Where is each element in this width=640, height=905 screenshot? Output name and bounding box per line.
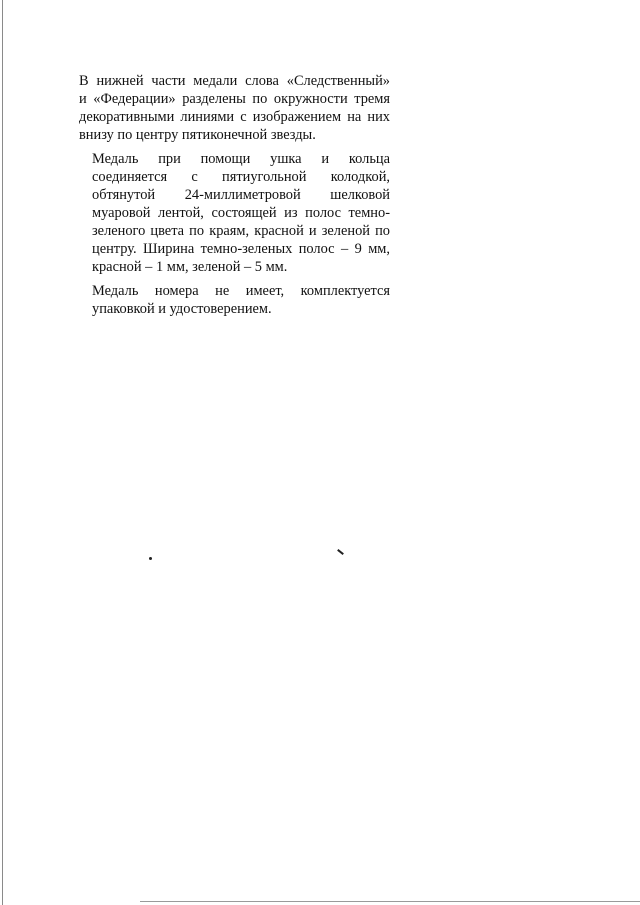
scan-edge-bottom	[140, 901, 640, 902]
text-line: зеленого цвета по краям, красной и зеленой по	[92, 223, 390, 239]
text-line: центру. Ширина темно-зеленых полос – 9 мм,	[92, 241, 390, 257]
text-line: упаковкой и удостоверением.	[92, 301, 272, 317]
scan-edge-left	[2, 0, 3, 905]
text-line: внизу по центру пятиконечной звезды.	[79, 127, 316, 143]
text-line: обтянутой 24-миллиметровой шелковой	[92, 187, 390, 203]
text-line: соединяется с пятиугольной колодкой,	[92, 169, 390, 185]
text-line: В нижней части медали слова «Следственный»	[79, 73, 390, 89]
text-line: Медаль при помощи ушка и кольца	[92, 151, 390, 167]
body-text	[79, 72, 390, 324]
text-line: Медаль номера не имеет, комплектуется	[92, 283, 390, 299]
paragraph-medal-inscription	[79, 72, 390, 144]
scan-speck	[337, 549, 344, 555]
text-line: и «Федерации» разделены по окружности тремя	[79, 91, 390, 107]
paragraph-medal-ribbon	[79, 150, 390, 276]
text-line: муаровой лентой, состоящей из полос темно-	[92, 205, 390, 221]
text-line: декоративными линиями с изображением на них	[79, 109, 390, 125]
text-line: красной – 1 мм, зеленой – 5 мм.	[92, 259, 288, 275]
scan-speck	[149, 557, 152, 560]
paragraph-medal-packaging	[79, 282, 390, 318]
